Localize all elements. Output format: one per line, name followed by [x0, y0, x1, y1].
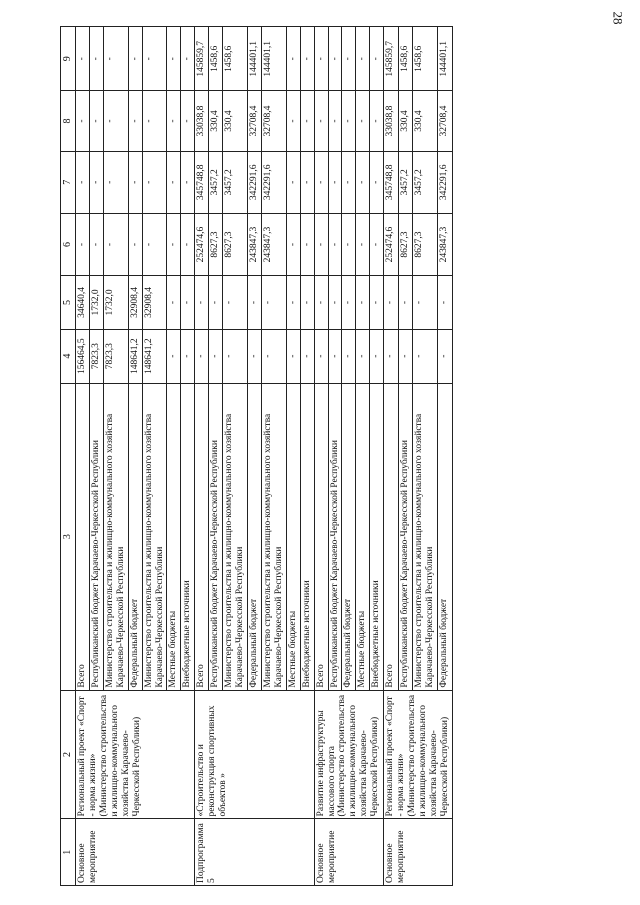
- value-cell-9: -: [76, 27, 90, 91]
- value-cell-6: 8627,3: [398, 213, 412, 275]
- value-cell-5: -: [195, 276, 209, 330]
- value-cell-8: -: [314, 91, 328, 151]
- value-cell-8: -: [300, 91, 314, 151]
- value-cell-7: -: [89, 151, 103, 213]
- funding-source-cell: Всего: [76, 383, 90, 690]
- col-header-3: 3: [61, 383, 76, 690]
- value-cell-7: -: [328, 151, 342, 213]
- value-cell-9: -: [370, 27, 384, 91]
- col-header-4: 4: [61, 329, 76, 383]
- funding-source-cell: Республиканский бюджет Карачаево-Черкесской Республики: [209, 383, 223, 690]
- value-cell-5: 1732,0: [89, 276, 103, 330]
- value-cell-5: -: [181, 276, 195, 330]
- value-cell-6: 252474,6: [195, 213, 209, 275]
- value-cell-8: 330,4: [398, 91, 412, 151]
- value-cell-4: -: [412, 329, 438, 383]
- value-cell-6: -: [286, 213, 300, 275]
- col-header-5: 5: [61, 276, 76, 330]
- value-cell-4: 7823,3: [89, 329, 103, 383]
- value-cell-6: 8627,3: [223, 213, 248, 275]
- value-cell-4: -: [209, 329, 223, 383]
- value-cell-9: -: [314, 27, 328, 91]
- value-cell-9: -: [128, 27, 142, 91]
- value-cell-9: 1458,6: [412, 27, 438, 91]
- value-cell-7: -: [356, 151, 370, 213]
- value-cell-6: 8627,3: [412, 213, 438, 275]
- value-cell-6: 243847,3: [261, 213, 286, 275]
- value-cell-5: -: [370, 276, 384, 330]
- value-cell-4: -: [328, 329, 342, 383]
- value-cell-8: -: [142, 91, 167, 151]
- value-cell-9: 144401,1: [261, 27, 286, 91]
- value-cell-5: -: [412, 276, 438, 330]
- value-cell-9: 1458,6: [209, 27, 223, 91]
- value-cell-4: -: [398, 329, 412, 383]
- funding-source-cell: Федеральный бюджет: [247, 383, 261, 690]
- value-cell-6: -: [128, 213, 142, 275]
- value-cell-6: -: [142, 213, 167, 275]
- value-cell-9: -: [356, 27, 370, 91]
- funding-source-cell: Федеральный бюджет: [438, 383, 452, 690]
- value-cell-7: -: [76, 151, 90, 213]
- value-cell-5: -: [247, 276, 261, 330]
- block-type-cell: Подпрограмма 5: [195, 819, 314, 886]
- value-cell-9: -: [89, 27, 103, 91]
- value-cell-6: 8627,3: [209, 213, 223, 275]
- value-cell-8: -: [128, 91, 142, 151]
- value-cell-5: -: [223, 276, 248, 330]
- value-cell-9: -: [300, 27, 314, 91]
- table-row: [195, 27, 209, 886]
- value-cell-4: 148641,2: [128, 329, 142, 383]
- value-cell-4: -: [261, 329, 286, 383]
- value-cell-7: 345748,8: [384, 151, 398, 213]
- value-cell-7: 3457,2: [412, 151, 438, 213]
- value-cell-9: -: [181, 27, 195, 91]
- table-row: [314, 27, 328, 886]
- value-cell-4: -: [181, 329, 195, 383]
- value-cell-6: -: [89, 213, 103, 275]
- value-cell-9: 1458,6: [223, 27, 248, 91]
- funding-source-cell: Внебюджетные источники: [300, 383, 314, 690]
- value-cell-6: -: [314, 213, 328, 275]
- value-cell-9: -: [342, 27, 356, 91]
- value-cell-8: 33038,8: [384, 91, 398, 151]
- value-cell-8: -: [328, 91, 342, 151]
- block-name-cell: Региональный проект «Спорт - норма жизни» (Министерство строительства и жилищно-коммунального хозяйства Карачаево-Черкесской Республики): [384, 690, 453, 819]
- funding-source-cell: Федеральный бюджет: [342, 383, 356, 690]
- value-cell-8: 330,4: [223, 91, 248, 151]
- block-type-cell: Основное мероприятие: [314, 819, 384, 886]
- value-cell-9: 144401,1: [247, 27, 261, 91]
- funding-source-cell: Министерство строительства и жилищно-коммунального хозяйства Карачаево-Черкесской Республики: [412, 383, 438, 690]
- funding-source-cell: Внебюджетные источники: [181, 383, 195, 690]
- value-cell-8: 33038,8: [195, 91, 209, 151]
- value-cell-9: -: [167, 27, 181, 91]
- funding-source-cell: Всего: [384, 383, 398, 690]
- value-cell-9: -: [142, 27, 167, 91]
- value-cell-5: -: [300, 276, 314, 330]
- funding-source-cell: Всего: [314, 383, 328, 690]
- value-cell-4: -: [314, 329, 328, 383]
- value-cell-7: 345748,8: [195, 151, 209, 213]
- value-cell-7: -: [342, 151, 356, 213]
- value-cell-7: 3457,2: [223, 151, 248, 213]
- col-header-8: 8: [61, 91, 76, 151]
- value-cell-8: -: [286, 91, 300, 151]
- funding-source-cell: Министерство строительства и жилищно-коммунального хозяйства Карачаево-Черкесской Республики: [261, 383, 286, 690]
- value-cell-5: -: [398, 276, 412, 330]
- funding-source-cell: Министерство строительства и жилищно-коммунального хозяйства Карачаево-Черкесской Республики: [223, 383, 248, 690]
- value-cell-6: -: [328, 213, 342, 275]
- value-cell-6: -: [342, 213, 356, 275]
- page-number: 28: [610, 11, 626, 25]
- value-cell-5: 32908,4: [128, 276, 142, 330]
- funding-source-cell: Федеральный бюджет: [128, 383, 142, 690]
- value-cell-4: -: [300, 329, 314, 383]
- value-cell-8: -: [89, 91, 103, 151]
- value-cell-5: -: [314, 276, 328, 330]
- value-cell-7: -: [370, 151, 384, 213]
- value-cell-5: -: [342, 276, 356, 330]
- value-cell-9: -: [328, 27, 342, 91]
- funding-source-cell: Местные бюджеты: [167, 383, 181, 690]
- value-cell-7: -: [314, 151, 328, 213]
- value-cell-6: -: [76, 213, 90, 275]
- table-row: [76, 27, 90, 886]
- value-cell-4: -: [167, 329, 181, 383]
- table-body: [76, 27, 453, 886]
- value-cell-4: -: [342, 329, 356, 383]
- value-cell-4: 7823,3: [103, 329, 128, 383]
- block-type-cell: Основное мероприятие: [384, 819, 453, 886]
- value-cell-7: 3457,2: [209, 151, 223, 213]
- header-row: [61, 27, 76, 886]
- value-cell-6: -: [356, 213, 370, 275]
- col-header-1: 1: [61, 819, 76, 886]
- value-cell-6: -: [370, 213, 384, 275]
- value-cell-6: 243847,3: [247, 213, 261, 275]
- value-cell-8: -: [370, 91, 384, 151]
- value-cell-7: -: [142, 151, 167, 213]
- value-cell-5: -: [286, 276, 300, 330]
- value-cell-8: -: [76, 91, 90, 151]
- value-cell-6: -: [103, 213, 128, 275]
- value-cell-4: -: [223, 329, 248, 383]
- value-cell-4: -: [438, 329, 452, 383]
- block-name-cell: Развитие инфраструктуры массового спорта (Министерство строительства и жилищно-коммунального хозяйства Карачаево-Черкесской Республики): [314, 690, 384, 819]
- value-cell-4: 156464,5: [76, 329, 90, 383]
- value-cell-9: 145859,7: [195, 27, 209, 91]
- value-cell-6: -: [167, 213, 181, 275]
- value-cell-8: 330,4: [412, 91, 438, 151]
- value-cell-5: 1732,0: [103, 276, 128, 330]
- value-cell-8: 32708,4: [247, 91, 261, 151]
- value-cell-9: 145859,7: [384, 27, 398, 91]
- funding-source-cell: Министерство строительства и жилищно-коммунального хозяйства Карачаево-Черкесской Республики: [142, 383, 167, 690]
- col-header-2: 2: [61, 690, 76, 819]
- value-cell-5: -: [209, 276, 223, 330]
- funding-source-cell: Местные бюджеты: [286, 383, 300, 690]
- value-cell-8: 32708,4: [261, 91, 286, 151]
- value-cell-7: -: [300, 151, 314, 213]
- value-cell-6: 243847,3: [438, 213, 452, 275]
- value-cell-7: -: [128, 151, 142, 213]
- value-cell-7: -: [103, 151, 128, 213]
- value-cell-5: -: [356, 276, 370, 330]
- value-cell-9: 1458,6: [398, 27, 412, 91]
- col-header-7: 7: [61, 151, 76, 213]
- value-cell-8: -: [342, 91, 356, 151]
- value-cell-5: -: [438, 276, 452, 330]
- value-cell-4: -: [286, 329, 300, 383]
- budget-table-container: [60, 26, 600, 886]
- value-cell-4: 148641,2: [142, 329, 167, 383]
- funding-source-cell: Внебюджетные источники: [370, 383, 384, 690]
- value-cell-5: -: [261, 276, 286, 330]
- value-cell-7: 342291,6: [247, 151, 261, 213]
- funding-source-cell: Министерство строительства и жилищно-коммунального хозяйства Карачаево-Черкесской Республики: [103, 383, 128, 690]
- value-cell-9: 144401,1: [438, 27, 452, 91]
- value-cell-5: -: [328, 276, 342, 330]
- col-header-6: 6: [61, 213, 76, 275]
- col-header-9: 9: [61, 27, 76, 91]
- funding-source-cell: Всего: [195, 383, 209, 690]
- value-cell-8: 330,4: [209, 91, 223, 151]
- value-cell-9: -: [286, 27, 300, 91]
- value-cell-8: -: [356, 91, 370, 151]
- block-name-cell: «Строительство и реконструкция спортивных объектов »: [195, 690, 314, 819]
- value-cell-8: -: [181, 91, 195, 151]
- value-cell-7: -: [286, 151, 300, 213]
- value-cell-7: 3457,2: [398, 151, 412, 213]
- value-cell-8: -: [167, 91, 181, 151]
- funding-source-cell: Местные бюджеты: [356, 383, 370, 690]
- value-cell-7: 342291,6: [438, 151, 452, 213]
- value-cell-5: 32908,4: [142, 276, 167, 330]
- value-cell-4: -: [195, 329, 209, 383]
- block-name-cell: Региональный проект «Спорт - норма жизни» (Министерство строительства и жилищно-коммунального хозяйства Карачаево-Черкесской Республики): [76, 690, 195, 819]
- value-cell-4: -: [247, 329, 261, 383]
- budget-table: [60, 26, 453, 886]
- value-cell-9: -: [103, 27, 128, 91]
- value-cell-6: -: [181, 213, 195, 275]
- value-cell-8: 32708,4: [438, 91, 452, 151]
- value-cell-7: -: [181, 151, 195, 213]
- funding-source-cell: Республиканский бюджет Карачаево-Черкесской Республики: [328, 383, 342, 690]
- value-cell-7: 342291,6: [261, 151, 286, 213]
- block-type-cell: Основное мероприятие: [76, 819, 195, 886]
- value-cell-4: -: [370, 329, 384, 383]
- value-cell-4: -: [384, 329, 398, 383]
- value-cell-6: -: [300, 213, 314, 275]
- value-cell-4: -: [356, 329, 370, 383]
- value-cell-5: -: [384, 276, 398, 330]
- funding-source-cell: Республиканский бюджет Карачаево-Черкесской Республики: [398, 383, 412, 690]
- funding-source-cell: Республиканский бюджет Карачаево-Черкесской Республики: [89, 383, 103, 690]
- value-cell-8: -: [103, 91, 128, 151]
- value-cell-6: 252474,6: [384, 213, 398, 275]
- table-row: [384, 27, 398, 886]
- value-cell-5: -: [167, 276, 181, 330]
- value-cell-5: 34640,4: [76, 276, 90, 330]
- value-cell-7: -: [167, 151, 181, 213]
